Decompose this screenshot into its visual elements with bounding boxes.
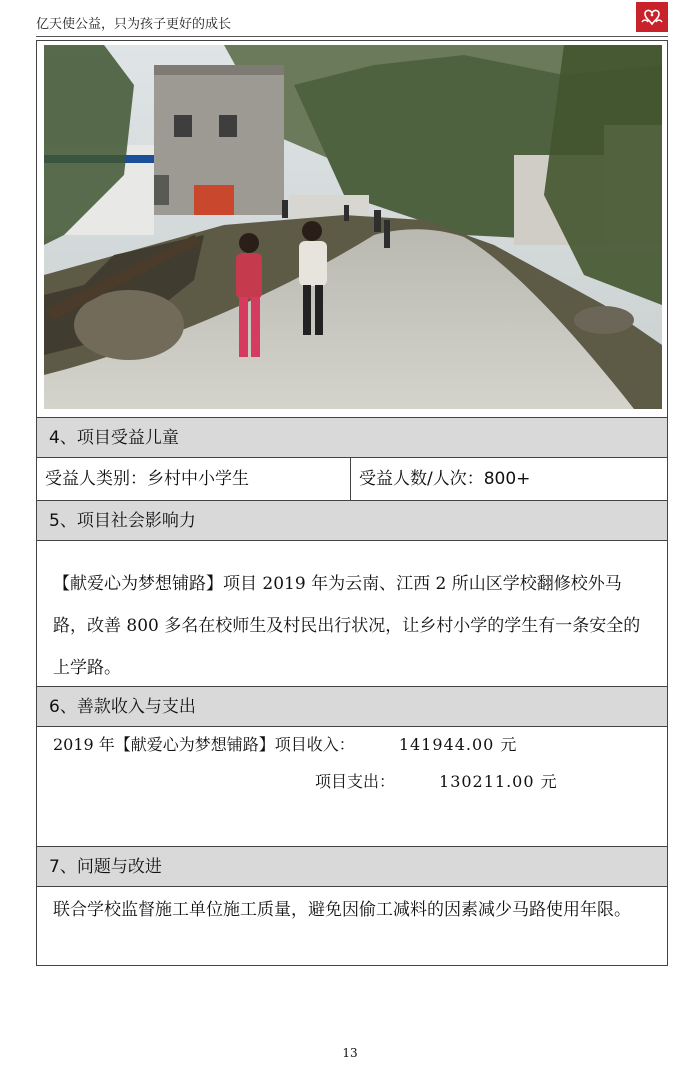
income-amount: 141944.00 元 <box>398 735 518 754</box>
header-slogan: 亿天使公益，只为孩子更好的成长 <box>36 17 232 32</box>
income-line <box>53 732 517 755</box>
project-photo <box>44 45 662 409</box>
section-impact-title: 5、项目社会影响力 <box>37 501 667 541</box>
impact-text-cell <box>37 541 667 687</box>
report-table <box>36 40 668 966</box>
expense-line <box>315 769 558 792</box>
beneficiary-category: 受益人类别：乡村中小学生 <box>37 458 351 500</box>
page-header <box>36 0 668 37</box>
heart-hands-logo-icon <box>636 2 668 32</box>
section-problems-title: 7、问题与改进 <box>37 847 667 887</box>
problems-text-cell <box>37 887 667 965</box>
photo-cell <box>37 41 667 418</box>
section-beneficiaries-title: 4、项目受益儿童 <box>37 418 667 458</box>
finance-cell <box>37 727 667 847</box>
expense-label: 项目支出： <box>315 772 396 791</box>
section-finance-title: 6、善款收入与支出 <box>37 687 667 727</box>
expense-amount: 130211.00 元 <box>439 772 558 791</box>
beneficiaries-row <box>37 458 667 501</box>
impact-paragraph: 【献爱心为梦想铺路】项目 2019 年为云南、江西 2 所山区学校翻修校外马路，改善 800 多名在校师生及村民出行状况，让乡村小学的学生有一条安全的上学路。 <box>53 574 641 678</box>
income-label: 2019 年【献爱心为梦想铺路】项目收入： <box>53 735 355 754</box>
beneficiary-count: 受益人数/人次：800+ <box>359 469 531 489</box>
page-number: 13 <box>342 1046 358 1060</box>
problems-paragraph: 联合学校监督施工单位施工质量，避免因偷工减料的因素减少马路使用年限。 <box>53 900 631 920</box>
